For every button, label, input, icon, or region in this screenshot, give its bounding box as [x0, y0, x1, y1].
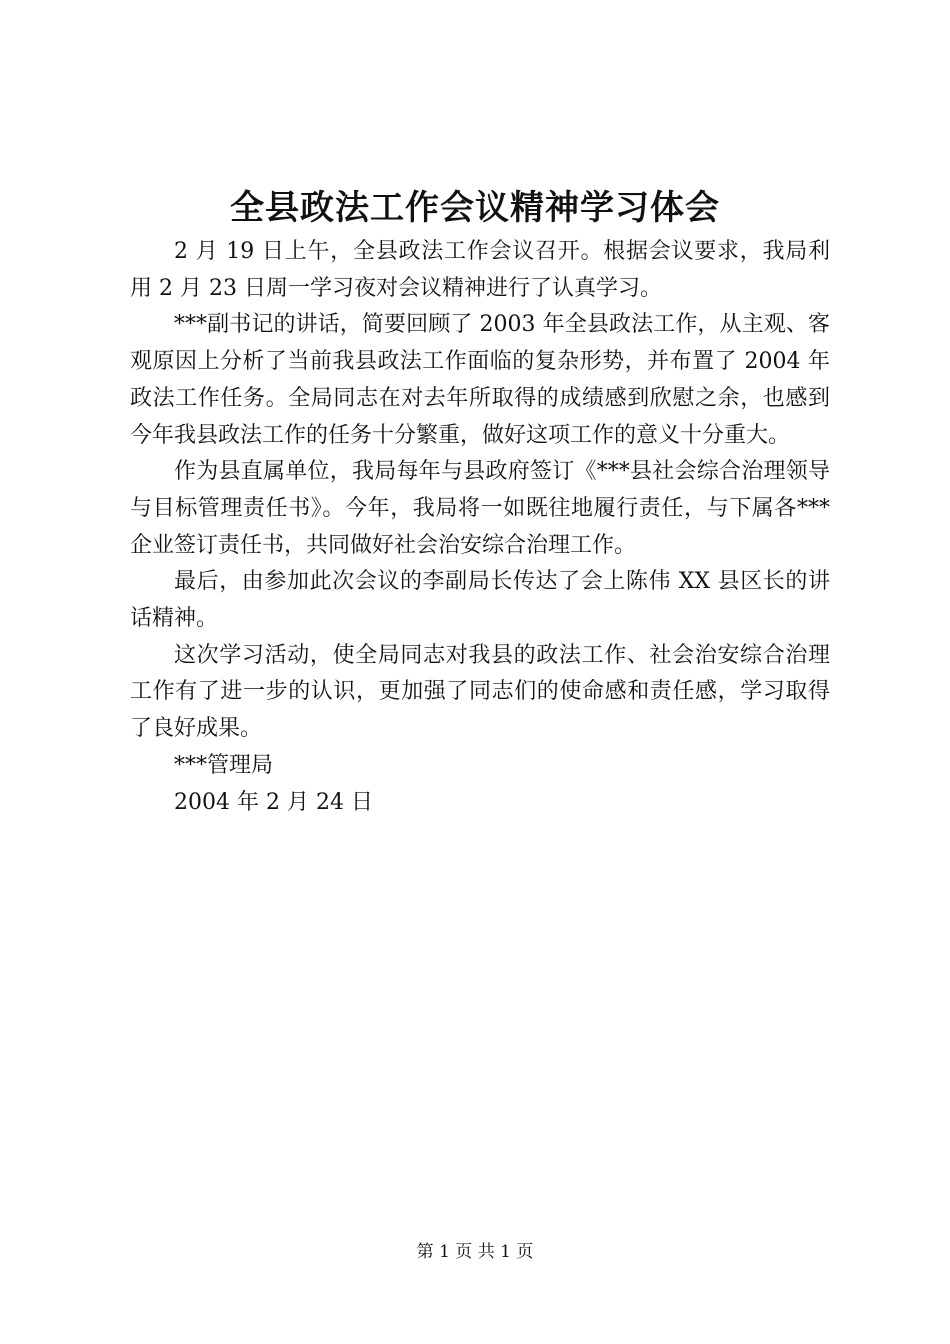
document-body: [130, 234, 830, 821]
signature-organization: ***管理局: [174, 752, 274, 778]
page-footer: 第 1 页 共 1 页: [416, 1242, 534, 1262]
signature-date: 2004 年 2 月 24 日: [174, 789, 373, 815]
body-paragraph-1: 2 月 19 日上午，全县政法工作会议召开。根据会议要求，我局利用 2 月 23 日周一学习夜对会议精神进行了认真学习。: [130, 239, 830, 301]
body-paragraph-3: 作为县直属单位，我局每年与县政府签订《***县社会综合治理领导与目标管理责任书》。今年，我局将一如既往地履行责任，与下属各***企业签订责任书，共同做好社会治安综合治理工作。: [130, 459, 830, 558]
body-paragraph-5: 这次学习活动，使全局同志对我县的政法工作、社会治安综合治理工作有了进一步的认识，更加强了同志们的使命感和责任感，学习取得了良好成果。: [130, 642, 830, 742]
body-paragraph-2: ***副书记的讲话，简要回顾了 2003 年全县政法工作，从主观、客观原因上分析了当前我县政法工作面临的复杂形势，并布置了 2004 年政法工作任务。全局同志在对去年所取得的成绩感到欣慰之余，也感到今年我县政法工作的任务十分繁重，做好这项工作的意义十分重大。: [130, 312, 830, 448]
body-paragraph-4: 最后，由参加此次会议的李副局长传达了会上陈伟 XX 县区长的讲话精神。: [130, 569, 830, 632]
page-title: 全县政法工作会议精神学习体会: [230, 188, 720, 228]
